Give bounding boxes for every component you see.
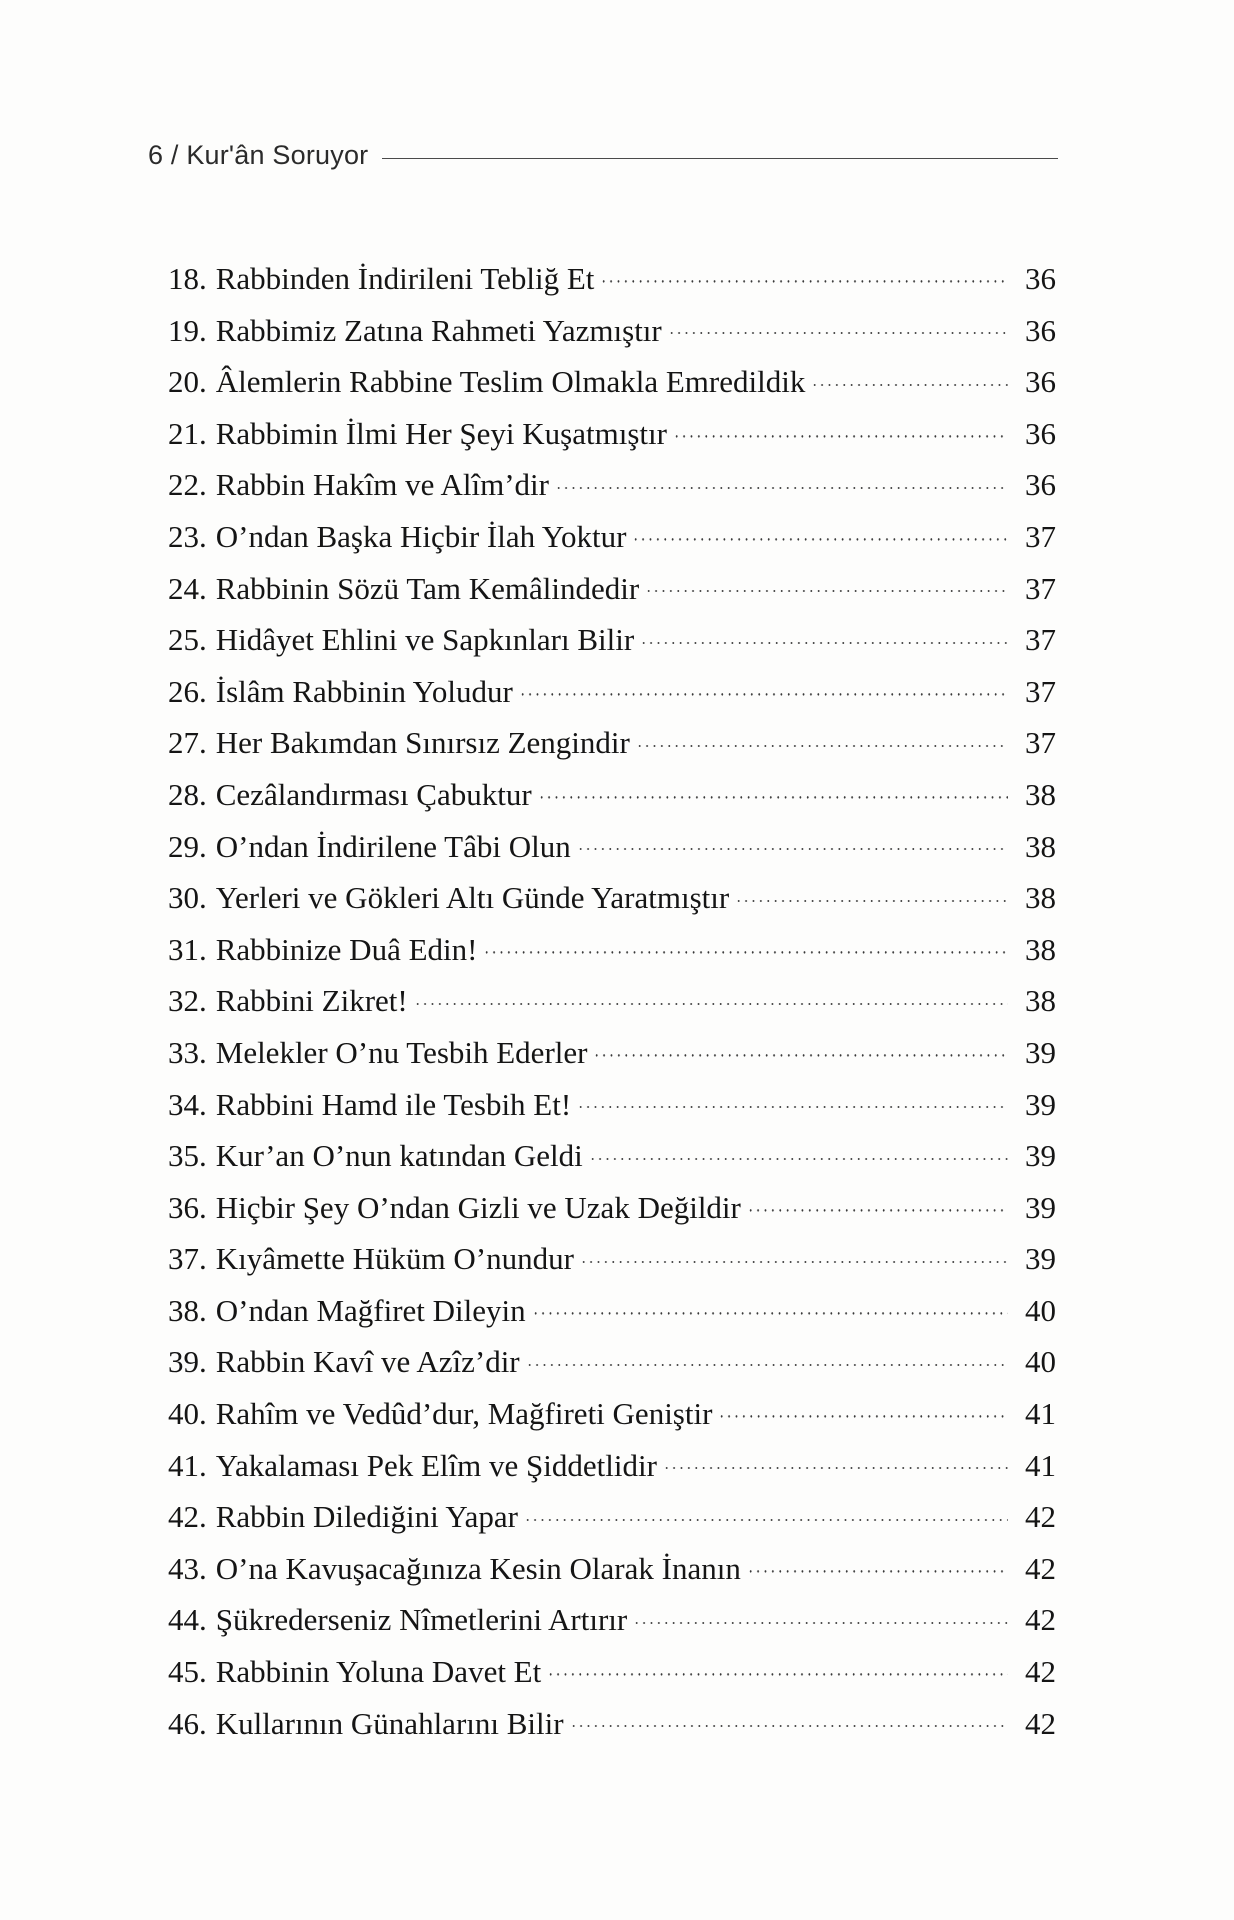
toc-dot-leader	[673, 413, 1008, 444]
toc-entry-title: Rahîm ve Vedûd’dur, Mağfireti Geniştir	[215, 1396, 713, 1432]
toc-entry-number: 45.	[168, 1654, 207, 1690]
toc-entry[interactable]	[168, 722, 1056, 774]
toc-entry-title: Âlemlerin Rabbine Teslim Olmakla Emredildik	[215, 364, 806, 400]
toc-entry[interactable]	[168, 1496, 1056, 1548]
toc-entry-number: 44.	[168, 1602, 207, 1638]
toc-dot-leader	[547, 1651, 1008, 1682]
toc-entry-title: Kur’an O’nun katından Geldi	[215, 1138, 583, 1174]
toc-dot-leader	[589, 1135, 1008, 1166]
toc-entry-number: 18.	[168, 261, 207, 296]
toc-dot-leader	[577, 826, 1008, 857]
toc-entry[interactable]	[168, 826, 1056, 878]
toc-dot-leader	[600, 258, 1008, 289]
toc-entry-number: 35.	[168, 1138, 207, 1174]
toc-entry-number: 42.	[168, 1499, 207, 1535]
toc-entry-page-number: 37	[1025, 673, 1056, 709]
toc-entry-title: Rabbin Kavî ve Azîz’dir	[215, 1344, 520, 1380]
toc-entry[interactable]	[168, 361, 1056, 413]
toc-entry-title: Yerleri ve Gökleri Altı Günde Yaratmıştır	[215, 880, 730, 916]
toc-entry[interactable]	[168, 310, 1056, 362]
toc-entry-page-number: 42	[1025, 1705, 1056, 1741]
toc-entry[interactable]	[168, 1135, 1056, 1187]
toc-entry[interactable]	[168, 516, 1056, 568]
toc-entry-title: O’ndan Mağfiret Dileyin	[215, 1292, 526, 1328]
toc-entry[interactable]	[168, 1187, 1056, 1239]
toc-entry-number: 30.	[168, 880, 207, 916]
toc-dot-leader	[580, 1238, 1008, 1269]
toc-dot-leader	[747, 1548, 1008, 1579]
toc-entry-title: Rabbini Zikret!	[215, 983, 408, 1019]
toc-entry-title: Melekler O’nu Tesbih Ederler	[215, 1034, 588, 1070]
toc-entry-number: 21.	[168, 415, 207, 451]
toc-entry[interactable]	[168, 1651, 1056, 1703]
running-header	[148, 140, 1058, 171]
toc-entry-title: Rabbini Hamd ile Tesbih Et!	[215, 1086, 572, 1122]
toc-dot-leader	[633, 1599, 1008, 1630]
toc-entry-page-number: 40	[1025, 1344, 1056, 1380]
toc-dot-leader	[555, 464, 1008, 495]
toc-entry-number: 40.	[168, 1396, 207, 1432]
toc-dot-leader	[526, 1341, 1008, 1372]
toc-entry-title: Hiçbir Şey O’ndan Gizli ve Uzak Değildir	[215, 1189, 741, 1225]
toc-dot-leader	[668, 310, 1008, 341]
toc-entry-number: 32.	[168, 983, 207, 1019]
toc-entry[interactable]	[168, 1084, 1056, 1136]
toc-dot-leader	[524, 1496, 1008, 1527]
toc-entry-number: 38.	[168, 1292, 207, 1328]
toc-dot-leader	[718, 1393, 1008, 1424]
toc-entry-page-number: 42	[1025, 1550, 1056, 1586]
toc-entry-title: Kullarının Günahlarını Bilir	[215, 1705, 564, 1741]
toc-entry-page-number: 39	[1025, 1086, 1056, 1122]
toc-entry-number: 46.	[168, 1705, 207, 1741]
toc-dot-leader	[645, 568, 1008, 599]
toc-entry-title: Rabbimiz Zatına Rahmeti Yazmıştır	[215, 312, 662, 348]
toc-entry-title: Yakalaması Pek Elîm ve Şiddetlidir	[215, 1447, 657, 1483]
toc-entry-page-number: 39	[1025, 1034, 1056, 1070]
toc-entry-title: Rabbin Hakîm ve Alîm’dir	[215, 467, 549, 503]
toc-entry-title: Rabbinin Yoluna Davet Et	[215, 1654, 542, 1690]
toc-entry-page-number: 42	[1025, 1602, 1056, 1638]
toc-entry-page-number: 38	[1025, 880, 1056, 916]
toc-entry-title: Her Bakımdan Sınırsız Zengindir	[215, 725, 630, 761]
toc-entry-title: O’ndan İndirilene Tâbi Olun	[215, 828, 571, 864]
toc-entry-title: Kıyâmette Hüküm O’nundur	[215, 1241, 574, 1277]
toc-entry-page-number: 38	[1025, 983, 1056, 1019]
toc-entry-number: 22.	[168, 467, 207, 503]
toc-entry-title: Şükrederseniz Nîmetlerini Artırır	[215, 1602, 628, 1638]
toc-entry-page-number: 42	[1025, 1654, 1056, 1690]
toc-entry[interactable]	[168, 929, 1056, 981]
toc-entry-page-number: 39	[1025, 1138, 1056, 1174]
toc-dot-leader	[532, 1290, 1008, 1321]
toc-entry-number: 23.	[168, 518, 207, 554]
toc-entry-title: Rabbin Dilediğini Yapar	[215, 1499, 518, 1535]
toc-dot-leader	[747, 1187, 1008, 1218]
toc-entry-page-number: 37	[1025, 725, 1056, 761]
toc-entry[interactable]	[168, 877, 1056, 929]
toc-entry[interactable]	[168, 1032, 1056, 1084]
toc-dot-leader	[593, 1032, 1008, 1063]
toc-dot-leader	[735, 877, 1008, 908]
toc-dot-leader	[663, 1445, 1008, 1476]
toc-entry[interactable]	[168, 774, 1056, 826]
toc-entry-number: 34.	[168, 1086, 207, 1122]
toc-entry-page-number: 37	[1025, 570, 1056, 606]
toc-entry[interactable]	[168, 258, 1056, 310]
toc-entry[interactable]	[168, 671, 1056, 723]
toc-entry-number: 36.	[168, 1189, 207, 1225]
toc-entry[interactable]	[168, 413, 1056, 465]
toc-entry-page-number: 40	[1025, 1292, 1056, 1328]
toc-entry-title: Cezâlandırması Çabuktur	[215, 776, 532, 812]
toc-entry-number: 29.	[168, 828, 207, 864]
toc-entry-number: 24.	[168, 570, 207, 606]
toc-entry-page-number: 38	[1025, 776, 1056, 812]
toc-entry-page-number: 37	[1025, 518, 1056, 554]
toc-entry-number: 41.	[168, 1447, 207, 1483]
toc-entry-page-number: 36	[1025, 364, 1056, 400]
toc-entry-page-number: 36	[1025, 415, 1056, 451]
toc-entry[interactable]	[168, 619, 1056, 671]
toc-entry-page-number: 41	[1025, 1447, 1056, 1483]
toc-entry-page-number: 37	[1025, 622, 1056, 658]
toc-entry-number: 27.	[168, 725, 207, 761]
toc-entry-page-number: 38	[1025, 931, 1056, 967]
toc-entry-page-number: 36	[1025, 312, 1056, 348]
page-folio-label: 6 / Kur'ân Soruyor	[148, 140, 369, 170]
toc-entry-page-number: 41	[1025, 1396, 1056, 1432]
toc-entry-title: İslâm Rabbinin Yoludur	[215, 673, 513, 709]
toc-entry-title: Rabbinden İndirileni Tebliğ Et	[215, 261, 595, 296]
toc-entry-number: 20.	[168, 364, 207, 400]
toc-entry[interactable]	[168, 980, 1056, 1032]
toc-entry-title: O’ndan Başka Hiçbir İlah Yoktur	[215, 518, 627, 554]
toc-entry-number: 26.	[168, 673, 207, 709]
toc-entry-number: 43.	[168, 1550, 207, 1586]
toc-entry[interactable]	[168, 1548, 1056, 1600]
toc-entry[interactable]	[168, 1703, 1056, 1755]
toc-entry-number: 28.	[168, 776, 207, 812]
toc-dot-leader	[519, 671, 1008, 702]
toc-dot-leader	[811, 361, 1008, 392]
toc-entry-page-number: 42	[1025, 1499, 1056, 1535]
toc-entry[interactable]	[168, 1290, 1056, 1342]
toc-entry[interactable]	[168, 1341, 1056, 1393]
toc-dot-leader	[414, 980, 1008, 1011]
toc-entry-number: 37.	[168, 1241, 207, 1277]
toc-entry-title: Rabbinin Sözü Tam Kemâlindedir	[215, 570, 640, 606]
toc-entry[interactable]	[168, 568, 1056, 620]
toc-entry-number: 39.	[168, 1344, 207, 1380]
toc-entry[interactable]	[168, 1599, 1056, 1651]
toc-entry-page-number: 36	[1025, 261, 1056, 296]
toc-dot-leader	[538, 774, 1008, 805]
toc-entry-number: 31.	[168, 931, 207, 967]
table-of-contents	[168, 258, 1056, 1754]
toc-dot-leader	[570, 1703, 1008, 1734]
toc-entry[interactable]	[168, 1393, 1056, 1445]
toc-entry-number: 33.	[168, 1034, 207, 1070]
toc-entry-number: 19.	[168, 312, 207, 348]
toc-entry[interactable]	[168, 1238, 1056, 1290]
header-rule	[382, 158, 1058, 159]
toc-entry-title: Rabbimin İlmi Her Şeyi Kuşatmıştır	[215, 415, 667, 451]
toc-entry[interactable]	[168, 1445, 1056, 1497]
toc-entry-title: Hidâyet Ehlini ve Sapkınları Bilir	[215, 622, 635, 658]
toc-entry-title: O’na Kavuşacağınıza Kesin Olarak İnanın	[215, 1550, 741, 1586]
toc-entry-page-number: 39	[1025, 1241, 1056, 1277]
toc-dot-leader	[640, 619, 1008, 650]
toc-dot-leader	[636, 722, 1008, 753]
toc-entry-page-number: 36	[1025, 467, 1056, 503]
toc-entry-number: 25.	[168, 622, 207, 658]
toc-entry[interactable]	[168, 464, 1056, 516]
toc-dot-leader	[577, 1084, 1008, 1115]
toc-entry-title: Rabbinize Duâ Edin!	[215, 931, 478, 967]
toc-entry-page-number: 38	[1025, 828, 1056, 864]
toc-entry-page-number: 39	[1025, 1189, 1056, 1225]
toc-dot-leader	[483, 929, 1008, 960]
toc-dot-leader	[632, 516, 1008, 547]
